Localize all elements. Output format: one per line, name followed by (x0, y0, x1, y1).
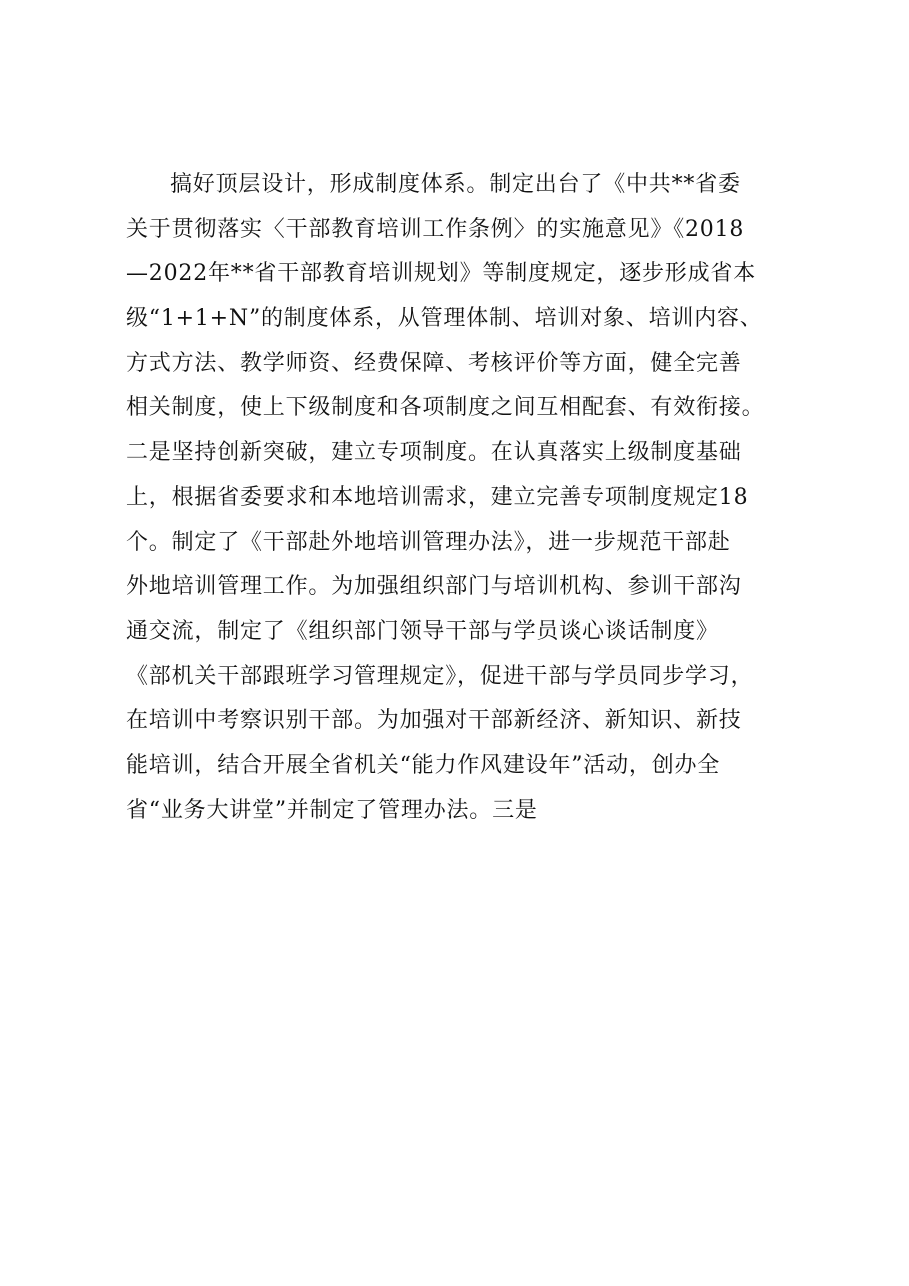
text-line: 能培训，结合开展全省机关“能力作风建设年”活动，创办全 (126, 752, 721, 778)
text-line: 搞好顶层设计，形成制度体系。制定出台了《中共**省委 (170, 172, 741, 197)
text-line: 级“1+1+N”的制度体系，从管理体制、培训对象、培训内容、 (126, 306, 763, 332)
text-line: 个。制定了《干部赴外地培训管理办法》，进一步规范干部赴 (126, 529, 731, 555)
text-line: 上，根据省委要求和本地培训需求，建立完善专项制度规定18 (126, 484, 749, 510)
text-line: 外地培训管理工作。为加强组织部门与培训机构、参训干部沟 (126, 574, 742, 600)
body-paragraph (126, 163, 806, 833)
text-line: 方式方法、教学师资、经费保障、考核评价等方面，健全完善 (126, 350, 742, 376)
text-line: 相关制度，使上下级制度和各项制度之间互相配套、有效衔接。 (126, 395, 765, 421)
text-line: 省“业务大讲堂”并制定了管理办法。三是 (126, 797, 538, 823)
text-line: 关于贯彻落实〈干部教育培训工作条例〉的实施意见》《2018 (126, 216, 745, 242)
text-line: —2022年**省干部教育培训规划》等制度规定，逐步形成省本 (126, 261, 756, 287)
text-line: 在培训中考察识别干部。为加强对干部新经济、新知识、新技 (126, 708, 742, 734)
text-line: 通交流，制定了《组织部门领导干部与学员谈心谈话制度》 (126, 618, 719, 644)
text-line: 《部机关干部跟班学习管理规定》，促进干部与学员同步学习， (126, 663, 754, 689)
text-line: 二是坚持创新突破，建立专项制度。在认真落实上级制度基础 (126, 440, 742, 466)
